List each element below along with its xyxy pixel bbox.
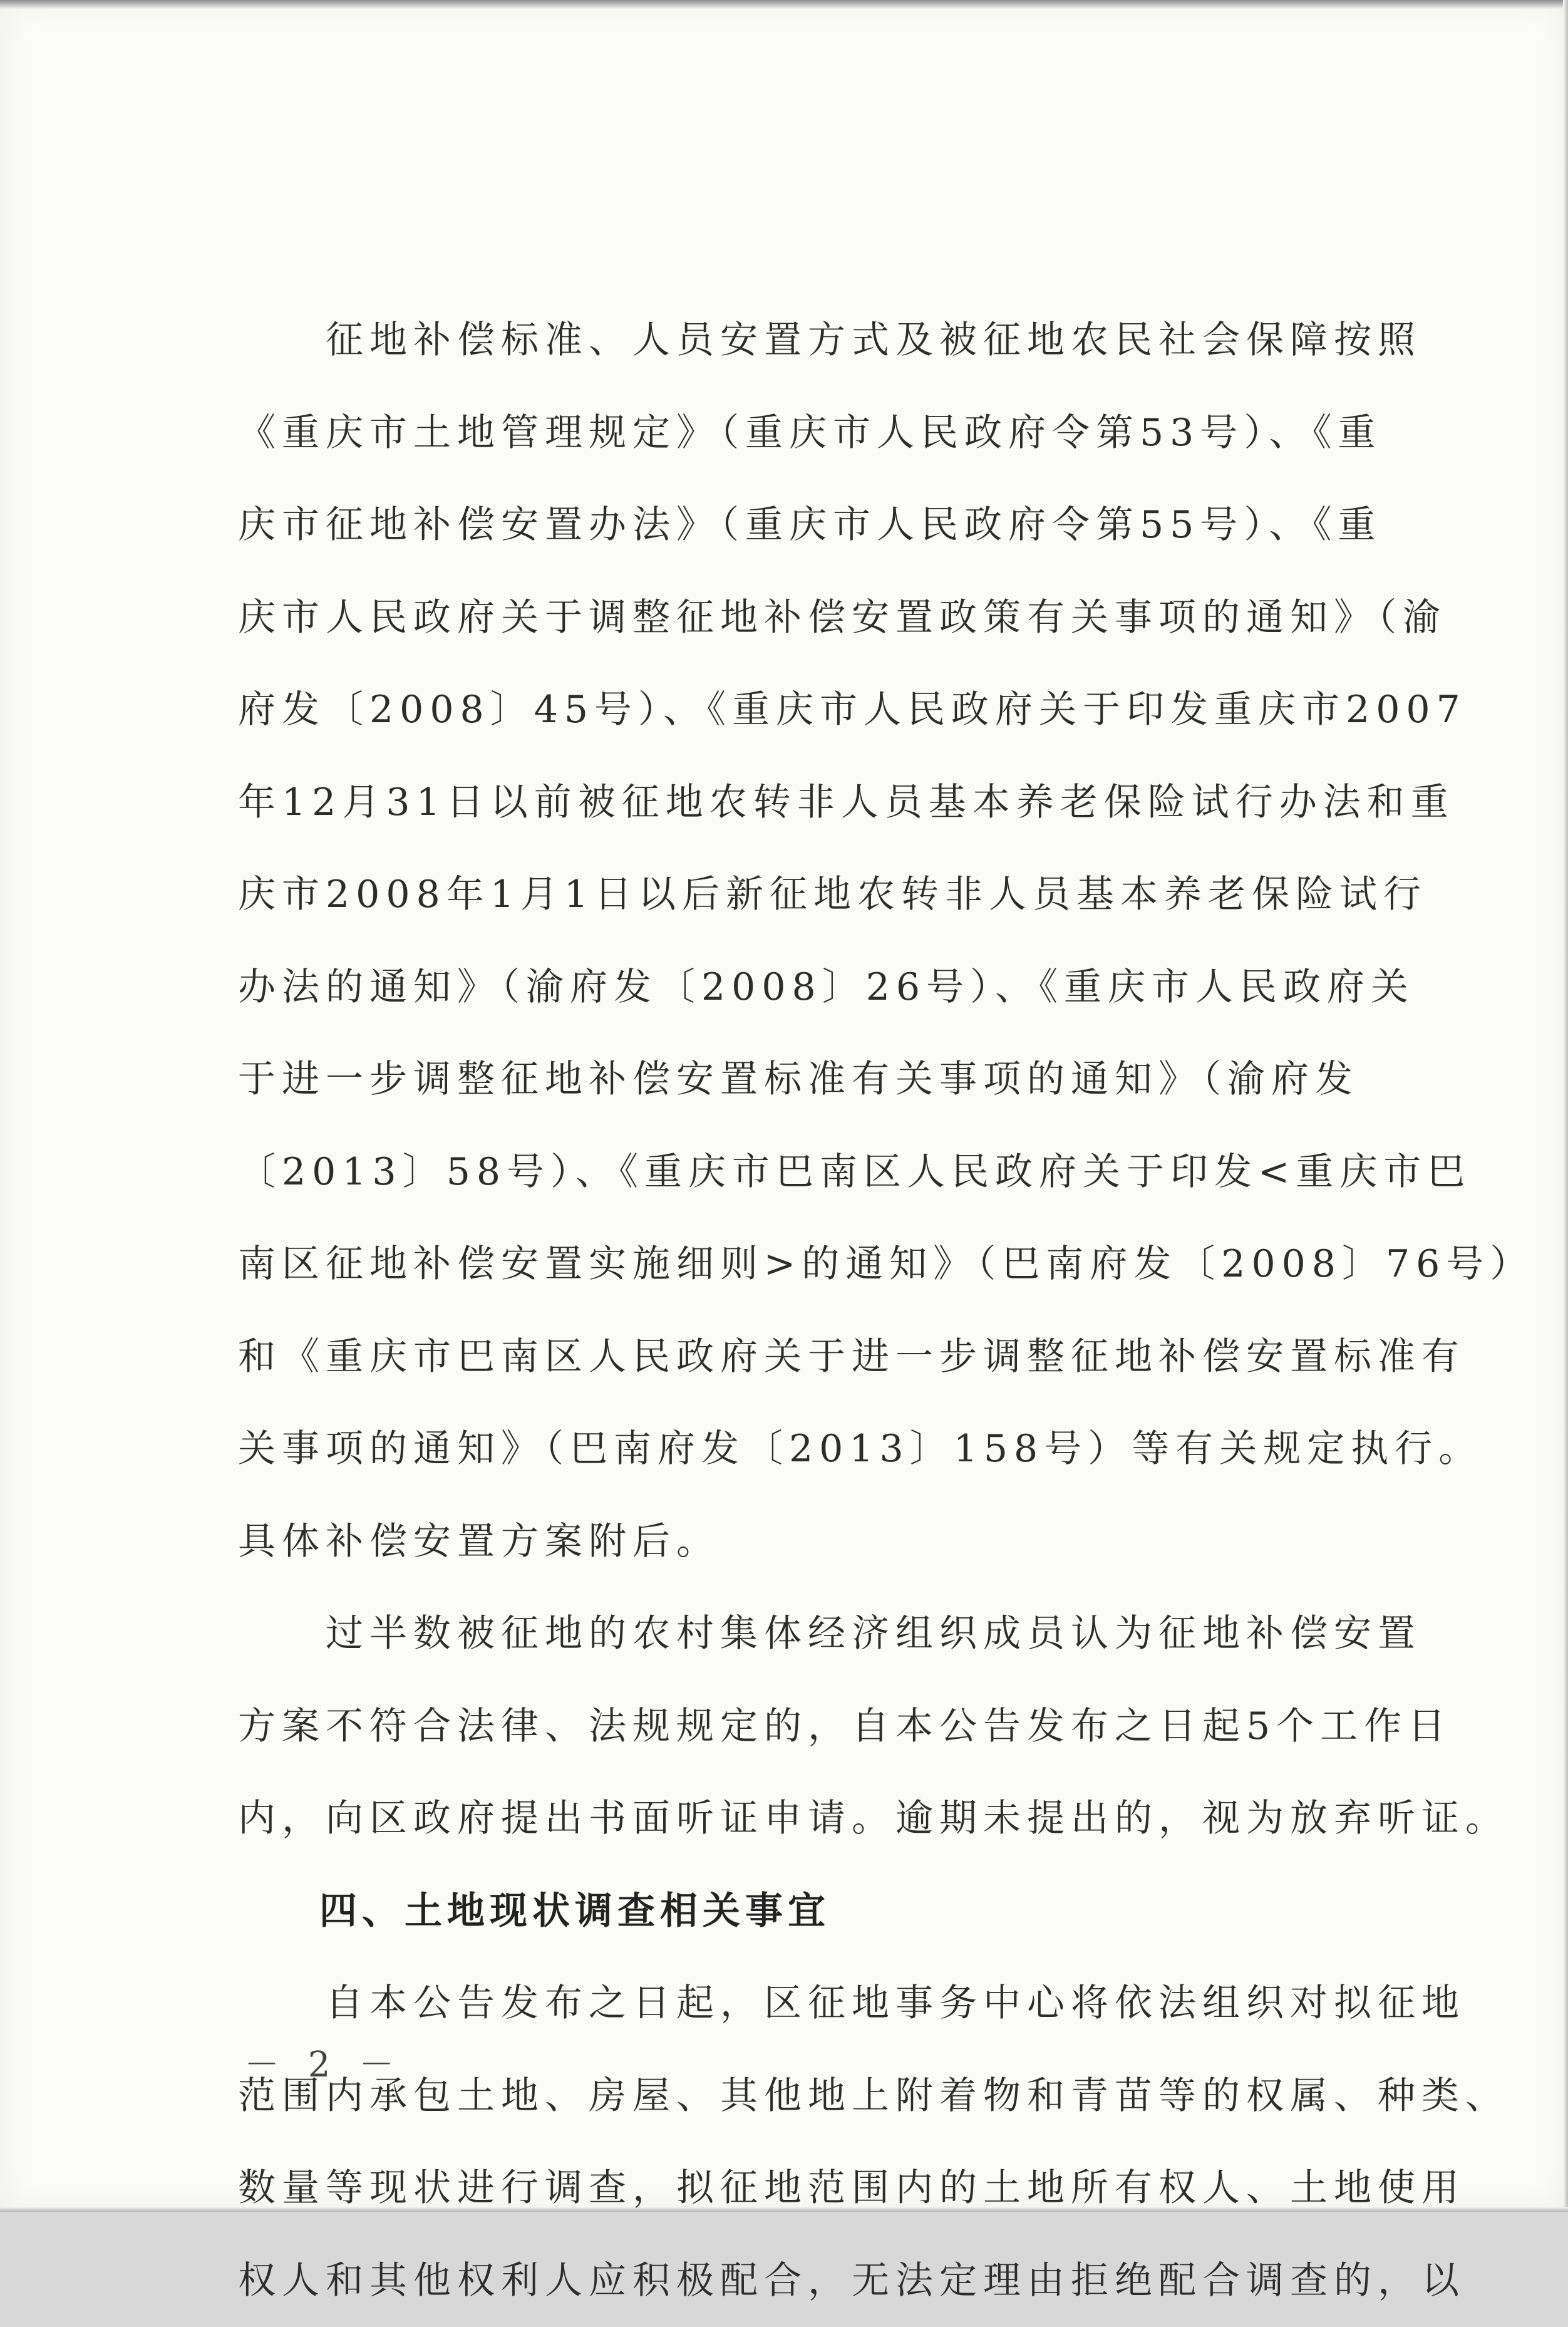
page-number: － 2 －	[244, 2037, 403, 2087]
text-line: 庆市2008年1月1日以后新征地农转非人员基本养老保险试行	[238, 849, 1396, 941]
text-line: 和《重庆市巴南区人民政府关于进一步调整征地补偿安置标准有	[238, 1311, 1396, 1404]
text-line: 南区征地补偿安置实施细则>的通知》（巴南府发〔2008〕76号）	[238, 1218, 1396, 1311]
text-line: 自本公告发布之日起，区征地事务中心将依法组织对拟征地	[238, 1957, 1396, 2050]
text-line: 具体补偿安置方案附后。	[238, 1496, 1396, 1588]
scan-right-edge	[1563, 0, 1568, 2212]
text-line: 《重庆市土地管理规定》（重庆市人民政府令第53号）、《重	[238, 387, 1396, 480]
text-line: 年12月31日以前被征地农转非人员基本养老保险试行办法和重	[238, 757, 1396, 849]
hearing-application-paragraph	[238, 1588, 1396, 1865]
text-line: 关事项的通知》（巴南府发〔2013〕158号）等有关规定执行。	[238, 1403, 1396, 1496]
text-line: 府发〔2008〕45号）、《重庆市人民政府关于印发重庆市2007	[238, 664, 1396, 757]
text-line: 数量等现状进行调查，拟征地范围内的土地所有权人、土地使用	[238, 2142, 1396, 2235]
text-line: 方案不符合法律、法规规定的，自本公告发布之日起5个工作日	[238, 1681, 1396, 1773]
text-line: 范围内承包土地、房屋、其他地上附着物和青苗等的权属、种类、	[238, 2050, 1396, 2143]
text-line: 内，向区政府提出书面听证申请。逾期未提出的，视为放弃听证。	[238, 1773, 1396, 1865]
document-body	[238, 294, 1396, 2327]
text-line: 庆市人民政府关于调整征地补偿安置政策有关事项的通知》（渝	[238, 572, 1396, 665]
text-line: 权人和其他权利人应积极配合，无法定理由拒绝配合调查的，以	[238, 2235, 1396, 2327]
text-line: 办法的通知》（渝府发〔2008〕26号）、《重庆市人民政府关	[238, 941, 1396, 1034]
text-line: 过半数被征地的农村集体经济组织成员认为征地补偿安置	[238, 1588, 1396, 1681]
text-line: 于进一步调整征地补偿安置标准有关事项的通知》（渝府发	[238, 1034, 1396, 1126]
text-line: 征地补偿标准、人员安置方式及被征地农民社会保障按照	[238, 294, 1396, 387]
text-line: 〔2013〕58号）、《重庆市巴南区人民政府关于印发<重庆市巴	[238, 1126, 1396, 1219]
compensation-standard-paragraph	[238, 294, 1396, 1588]
scan-top-edge	[0, 0, 1568, 9]
section-heading: 四、土地现状调查相关事宜	[238, 1865, 1396, 1958]
land-survey-paragraph	[238, 1957, 1396, 2327]
text-line: 庆市征地补偿安置办法》（重庆市人民政府令第55号）、《重	[238, 479, 1396, 572]
